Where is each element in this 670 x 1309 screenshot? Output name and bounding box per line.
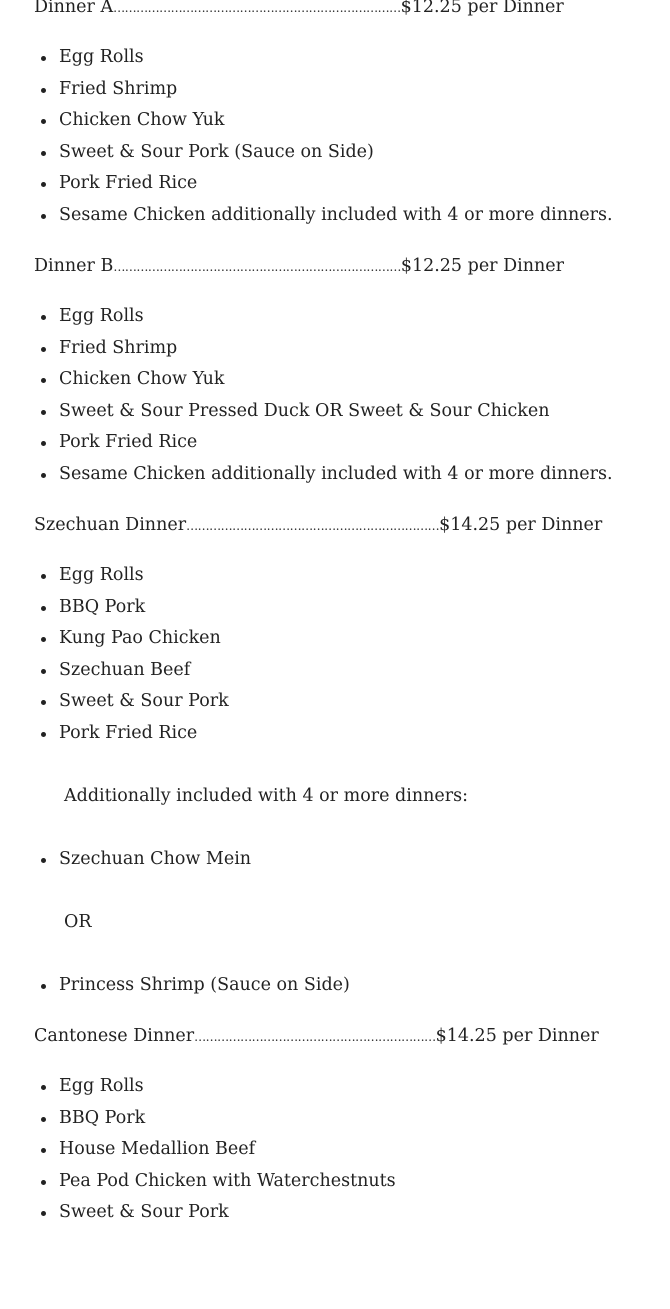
- list-item: Egg Rolls: [0, 1071, 670, 1103]
- list-item: Pork Fried Rice: [0, 718, 670, 750]
- szechuan-or-text: OR: [64, 911, 92, 932]
- list-item: Egg Rolls: [0, 42, 670, 74]
- szechuan-additional-list-2: [0, 970, 670, 1002]
- list-item: Chicken Chow Yuk: [0, 105, 670, 137]
- list-item: Sweet & Sour Pressed Duck OR Sweet & Sour Chicken: [0, 396, 670, 428]
- list-item: Pork Fried Rice: [0, 427, 670, 459]
- dinner-b-leader-dots: …………………………………………………………………: [113, 260, 401, 274]
- dinner-b-heading: [34, 246, 670, 286]
- list-item: Egg Rolls: [0, 301, 670, 333]
- cantonese-dinner-heading: [34, 1016, 670, 1056]
- szechuan-additional-note: Additionally included with 4 or more dinners:: [64, 785, 468, 806]
- list-item: Chicken Chow Yuk: [0, 364, 670, 396]
- dinner-b-price: $12.25 per Dinner: [400, 256, 565, 276]
- cantonese-dinner-name: Cantonese Dinner: [34, 1026, 195, 1046]
- dinner-a-name: Dinner A: [34, 0, 114, 17]
- list-item: BBQ Pork: [0, 1103, 670, 1135]
- list-item: Egg Rolls: [0, 560, 670, 592]
- list-item: Princess Shrimp (Sauce on Side): [0, 970, 670, 1002]
- cantonese-item-list: [0, 1071, 670, 1229]
- list-item: Kung Pao Chicken: [0, 623, 670, 655]
- szechuan-item-list: [0, 560, 670, 749]
- list-item: House Medallion Beef: [0, 1134, 670, 1166]
- list-item: Pork Fried Rice: [0, 168, 670, 200]
- list-item: Sweet & Sour Pork: [0, 686, 670, 718]
- cantonese-leader-dots: ………………………………………………………: [194, 1030, 436, 1044]
- szechuan-leader-dots: …………………………………………………………: [186, 519, 440, 533]
- list-item: Sweet & Sour Pork (Sauce on Side): [0, 137, 670, 169]
- list-item: Fried Shrimp: [0, 333, 670, 365]
- szechuan-additional-list-1: [0, 844, 670, 876]
- list-item: BBQ Pork: [0, 592, 670, 624]
- list-item: Fried Shrimp: [0, 74, 670, 106]
- dinner-b-item-list: [0, 301, 670, 490]
- szechuan-dinner-price: $14.25 per Dinner: [439, 515, 603, 535]
- list-item: Sesame Chicken additionally included with 4 or more dinners.: [0, 200, 670, 232]
- cantonese-dinner-price: $14.25 per Dinner: [435, 1026, 599, 1046]
- dinner-a-heading: [34, 0, 670, 27]
- szechuan-dinner-name: Szechuan Dinner: [34, 515, 187, 535]
- dinner-a-price: $12.25 per Dinner: [400, 0, 564, 17]
- list-item: Pea Pod Chicken with Waterchestnuts: [0, 1166, 670, 1198]
- dinner-a-leader-dots: …………………………………………………………………: [113, 1, 401, 15]
- dinner-b-name: Dinner B: [34, 256, 114, 276]
- list-item: Szechuan Beef: [0, 655, 670, 687]
- dinner-a-item-list: [0, 42, 670, 231]
- list-item: Szechuan Chow Mein: [0, 844, 670, 876]
- list-item: Sesame Chicken additionally included with 4 or more dinners.: [0, 459, 670, 491]
- szechuan-dinner-heading: [34, 505, 670, 545]
- list-item: Sweet & Sour Pork: [0, 1197, 670, 1229]
